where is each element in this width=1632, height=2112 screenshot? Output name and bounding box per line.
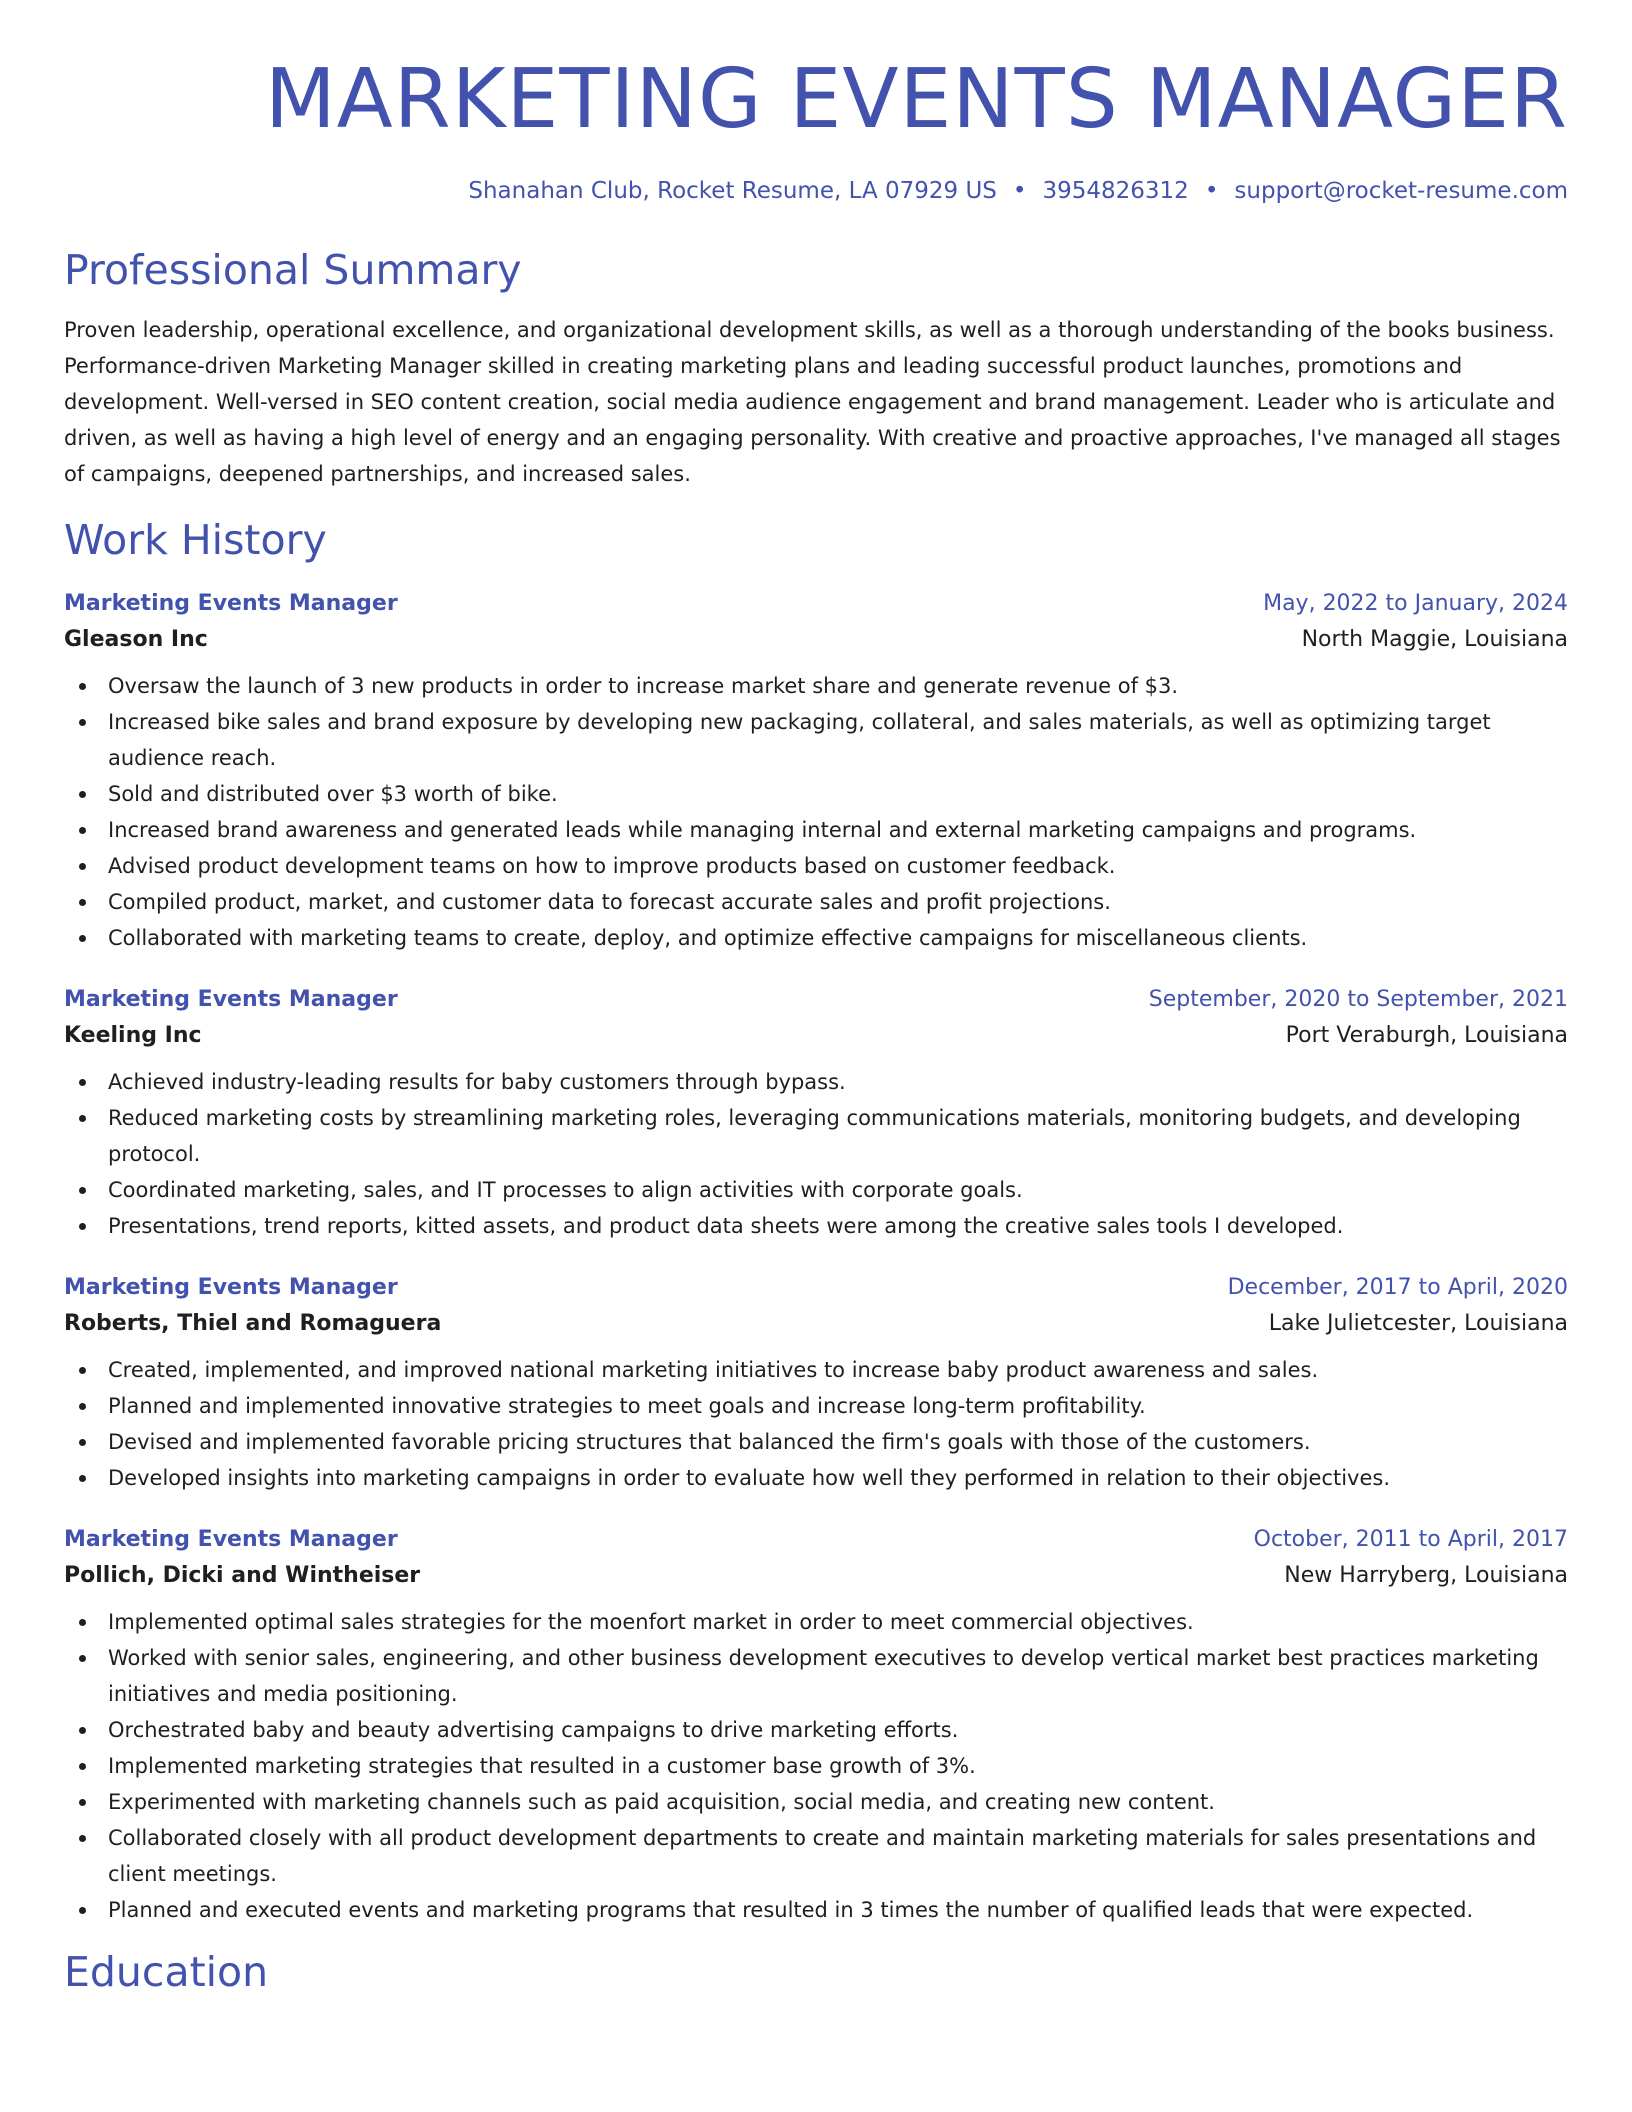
job-bullet: Orchestrated baby and beauty advertising campaigns to drive marketing efforts. — [64, 1712, 1568, 1748]
job-bullet: Planned and executed events and marketing programs that resulted in 3 times the number of qualified leads that were expected. — [64, 1892, 1568, 1928]
job-bullet: Implemented marketing strategies that resulted in a customer base growth of 3%. — [64, 1748, 1568, 1784]
job-bullet: Devised and implemented favorable pricing structures that balanced the firm's goals with those of the customers. — [64, 1424, 1568, 1460]
contact-separator: • — [1204, 178, 1219, 204]
job-bullet: Planned and implemented innovative strategies to meet goals and increase long-term profitability. — [64, 1388, 1568, 1424]
section-title-education: Education — [64, 1948, 269, 1996]
job-bullet: Increased bike sales and brand exposure by developing new packaging, collateral, and sales materials, as well as optimizing target audience reach. — [64, 704, 1568, 776]
job-entry — [64, 982, 1568, 1244]
contact-email: support@rocket-resume.com — [1234, 178, 1568, 204]
job-title-row — [64, 1522, 1568, 1558]
job-company-row — [64, 622, 1568, 658]
job-bullet: Developed insights into marketing campaigns in order to evaluate how well they performed in relation to their objectives. — [64, 1460, 1568, 1496]
job-title: Marketing Events Manager — [64, 591, 398, 616]
job-bullet: Collaborated with marketing teams to create, deploy, and optimize effective campaigns for miscellaneous clients. — [64, 920, 1568, 956]
job-dates: May, 2022 to January, 2024 — [1263, 591, 1568, 616]
job-bullet: Worked with senior sales, engineering, and other business development executives to develop vertical market best practices marketing initiatives and media positioning. — [64, 1640, 1568, 1712]
job-bullet: Created, implemented, and improved national marketing initiatives to increase baby product awareness and sales. — [64, 1352, 1568, 1388]
job-entry — [64, 1270, 1568, 1496]
job-bullet-list — [64, 1352, 1568, 1496]
job-bullet: Increased brand awareness and generated leads while managing internal and external marketing campaigns and programs. — [64, 812, 1568, 848]
section-title-summary: Professional Summary — [64, 246, 522, 294]
job-bullet: Reduced marketing costs by streamlining marketing roles, leveraging communications materials, monitoring budgets, and developing protocol. — [64, 1100, 1568, 1172]
resume-header — [64, 0, 1568, 206]
job-location: Lake Julietcester, Louisiana — [1268, 1311, 1568, 1336]
job-company: Keeling Inc — [64, 1023, 202, 1048]
job-location: New Harryberg, Louisiana — [1284, 1563, 1568, 1588]
job-bullet: Experimented with marketing channels such as paid acquisition, social media, and creating new content. — [64, 1784, 1568, 1820]
job-title-row — [64, 982, 1568, 1018]
job-entry — [64, 1522, 1568, 1928]
job-bullet: Collaborated closely with all product development departments to create and maintain marketing materials for sales presentations and client meetings. — [64, 1820, 1568, 1892]
job-company-row — [64, 1306, 1568, 1342]
contact-phone: 3954826312 — [1042, 178, 1189, 204]
job-company-row — [64, 1018, 1568, 1054]
job-bullet: Compiled product, market, and customer data to forecast accurate sales and profit projections. — [64, 884, 1568, 920]
job-company-row — [64, 1558, 1568, 1594]
job-entry — [64, 586, 1568, 956]
job-bullet: Sold and distributed over $3 worth of bike. — [64, 776, 1568, 812]
job-bullet: Achieved industry-leading results for baby customers through bypass. — [64, 1064, 1568, 1100]
contact-address: Shanahan Club, Rocket Resume, LA 07929 US — [468, 178, 997, 204]
job-location: Port Veraburgh, Louisiana — [1285, 1023, 1568, 1048]
job-title-row — [64, 1270, 1568, 1306]
job-company: Gleason Inc — [64, 627, 208, 652]
job-title: Marketing Events Manager — [64, 1275, 398, 1300]
candidate-name: MARKETING EVENTS MANAGER — [264, 52, 1568, 147]
job-bullet: Implemented optimal sales strategies for the moenfort market in order to meet commercial objectives. — [64, 1604, 1568, 1640]
job-bullet: Oversaw the launch of 3 new products in order to increase market share and generate revenue of $3. — [64, 668, 1568, 704]
job-dates: October, 2011 to April, 2017 — [1253, 1527, 1568, 1552]
job-bullet-list — [64, 1064, 1568, 1244]
summary-text: Proven leadership, operational excellence, and organizational development skills, as well as a thorough understanding of the books business. Performance-driven Marketing Manager skilled in creating marketing plans and leading successful product launches, promotions and development. Well-versed in SEO content creation, social media audience engagement and brand management. Leader who is articulate and driven, as well as having a high level of energy and an engaging personality. With creative and proactive approaches, I've managed all stages of campaigns, deepened partnerships, and increased sales. — [64, 318, 1561, 486]
resume-page — [64, 0, 1568, 1998]
job-bullet-list — [64, 1604, 1568, 1928]
job-location: North Maggie, Louisiana — [1301, 627, 1568, 652]
job-company: Roberts, Thiel and Romaguera — [64, 1311, 442, 1336]
contact-line — [64, 176, 1568, 206]
job-dates: December, 2017 to April, 2020 — [1227, 1275, 1568, 1300]
contact-separator: • — [1012, 178, 1027, 204]
job-title-row — [64, 586, 1568, 622]
job-title: Marketing Events Manager — [64, 987, 398, 1012]
job-dates: September, 2020 to September, 2021 — [1148, 987, 1568, 1012]
job-title: Marketing Events Manager — [64, 1527, 398, 1552]
job-company: Pollich, Dicki and Wintheiser — [64, 1563, 421, 1588]
section-title-work-history: Work History — [64, 516, 327, 564]
job-bullet: Advised product development teams on how to improve products based on customer feedback. — [64, 848, 1568, 884]
job-bullet: Coordinated marketing, sales, and IT processes to align activities with corporate goals. — [64, 1172, 1568, 1208]
job-bullet: Presentations, trend reports, kitted assets, and product data sheets were among the creative sales tools I developed. — [64, 1208, 1568, 1244]
job-bullet-list — [64, 668, 1568, 956]
